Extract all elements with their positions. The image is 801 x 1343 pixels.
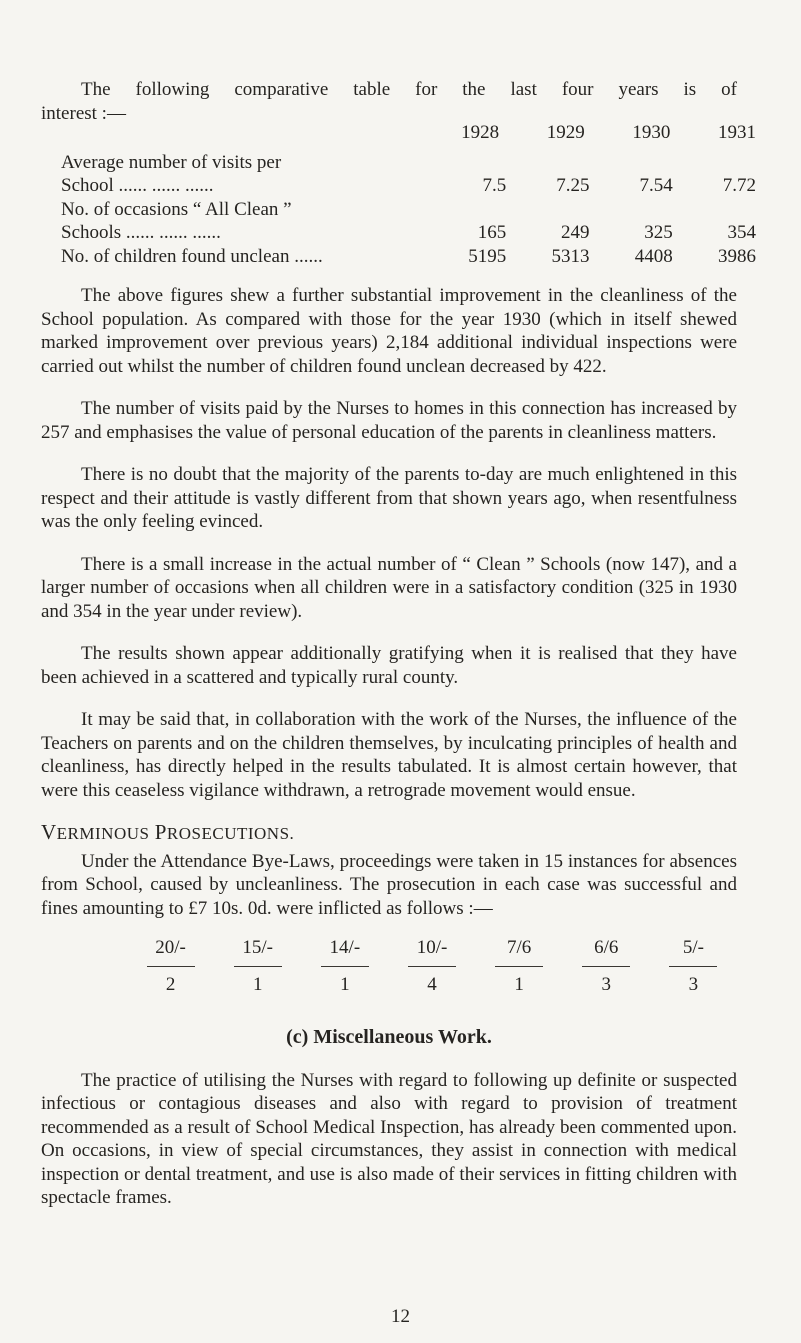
fine-column	[563, 936, 650, 996]
paragraph: There is a small increase in the actual number of “ Clean ” Schools (now 147), and a larger number of occasions when all children were in a satisfactory condition (325 in 1930 and 354 in the year under review).	[41, 553, 737, 622]
paragraph: There is no doubt that the majority of the parents to-day are much enlightened in this respect and their attitude is vastly different from that shown years ago, when resentfulness was the only feeling evinced.	[41, 464, 737, 532]
fine-amount: 5/-	[682, 937, 704, 958]
fine-column	[301, 936, 388, 996]
table-cell: 249	[561, 222, 590, 243]
row-label: No. of children found unclean ......	[61, 245, 323, 267]
fine-count: 3	[601, 973, 612, 995]
comparison-table	[41, 121, 756, 268]
page-number: 12	[391, 1306, 410, 1327]
table-cell: 3986	[718, 245, 756, 267]
fine-amount: 14/-	[329, 937, 361, 958]
table-row	[41, 151, 756, 198]
table-cell: 7.25	[556, 175, 590, 196]
table-row	[41, 245, 756, 269]
fine-count: 2	[165, 973, 176, 995]
table-cell: 165	[477, 222, 507, 243]
fine-count: 4	[427, 973, 437, 995]
fine-column	[650, 936, 737, 996]
divider	[495, 966, 543, 967]
table-cell: 7.5	[482, 175, 507, 196]
fine-count: 3	[688, 973, 699, 995]
row-label: Average number of visits per	[61, 151, 282, 173]
year-header: 1930	[632, 122, 671, 143]
row-label: No. of occasions “ All Clean ”	[61, 198, 292, 220]
fine-column	[127, 936, 214, 996]
intro-line-1: The following comparative table for the last four years is of	[81, 79, 737, 100]
intro-text	[41, 78, 737, 125]
table-cell: 4408	[634, 245, 673, 267]
fines-table	[127, 936, 737, 996]
table-cell: 5313	[551, 245, 590, 267]
table-cell: 354	[727, 222, 756, 243]
divider	[582, 966, 630, 967]
divider	[669, 966, 717, 967]
section-heading-miscellaneous-work: (c) Miscellaneous Work.	[286, 1026, 492, 1048]
divider	[147, 966, 195, 967]
divider	[234, 966, 282, 967]
paragraph: The number of visits paid by the Nurses to homes in this connection has increased by 257 and emphasises the value of personal education of the parents in cleanliness matters.	[41, 398, 737, 443]
year-header: 1928	[461, 122, 500, 143]
divider	[408, 966, 456, 967]
table-cell: 5195	[468, 245, 507, 267]
intro-line-2: interest :—	[41, 102, 126, 124]
fine-amount: 6/6	[594, 937, 619, 958]
fine-count: 1	[252, 973, 263, 995]
divider	[321, 966, 369, 967]
fine-column	[476, 936, 563, 996]
table-row	[41, 198, 756, 245]
fine-count: 1	[514, 973, 524, 995]
year-header: 1929	[546, 122, 585, 143]
fine-amount: 10/-	[416, 937, 448, 958]
table-cell: 7.72	[722, 175, 756, 196]
fine-column	[388, 936, 475, 996]
fine-count: 1	[340, 973, 350, 995]
paragraph: The results shown appear additionally gratifying when it is realised that they have been achieved in a scattered and typically rural county.	[41, 643, 737, 688]
comparison-table-header	[41, 121, 756, 145]
fine-column	[214, 936, 301, 996]
paragraph: The practice of utilising the Nurses with regard to following up definite or suspected infectious or contagious diseases and also with regard to provision of treatment recommended as a result of School Medical Inspection, has already been commented upon. On occasions, in view of special circumstances, they assist in connection with medical inspection or dental treatment, and use is also made of their services in fitting children with spectacle frames.	[41, 1069, 737, 1208]
body-text	[41, 284, 737, 1229]
row-label: School ...... ...... ......	[61, 175, 214, 196]
section-heading-verminous-prosecutions: VERMINOUS PROSECUTIONS.	[41, 820, 295, 844]
row-label: Schools ...... ...... ......	[61, 222, 221, 243]
paragraph: The above figures shew a further substantial improvement in the cleanliness of the School population. As compared with those for the year 1930 (which in itself shewed marked improvement over previous years) 2,184 additional individual inspections were carried out whilst the number of children found unclean decreased by 422.	[41, 285, 737, 377]
fine-amount: 7/6	[506, 937, 532, 958]
table-cell: 325	[644, 222, 673, 243]
paragraph: Under the Attendance Bye-Laws, proceedings were taken in 15 instances for absences from School, caused by uncleanliness. The prosecution in each case was successful and fines amounting to £7 10s. 0d. were inflicted as follows :—	[41, 850, 737, 919]
paragraph: It may be said that, in collaboration with the work of the Nurses, the influence of the Teachers on parents and on the children themselves, by inculcating principles of health and cleanliness, has directly helped in the results tabulated. It is almost certain however, that were this ceaseless vigilance withdrawn, a retrograde movement would ensue.	[41, 709, 737, 801]
year-header: 1931	[718, 122, 756, 143]
table-cell: 7.54	[639, 175, 673, 196]
fine-amount: 15/-	[242, 937, 274, 958]
fine-amount: 20/-	[155, 937, 186, 958]
